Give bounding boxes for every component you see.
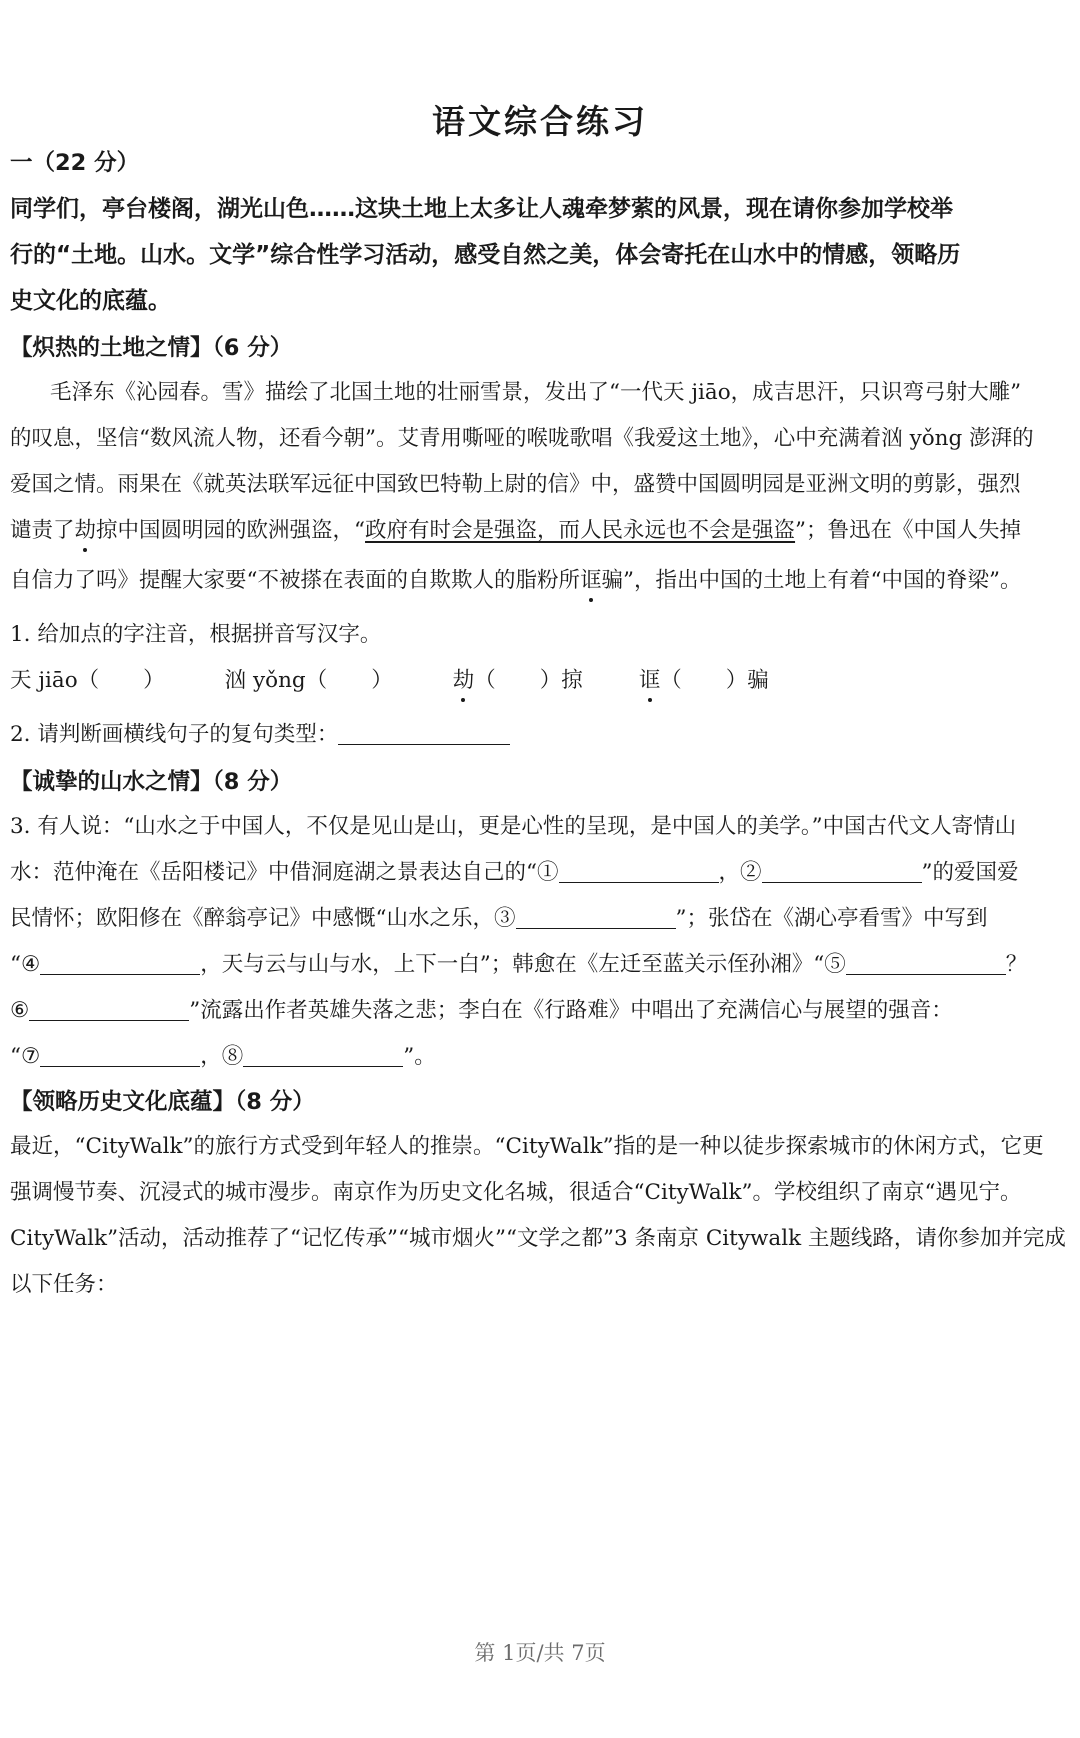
- text: ，②: [718, 860, 762, 885]
- question-3-line-2: [10, 858, 1019, 888]
- text: “④: [10, 952, 41, 977]
- part3-line-3: CityWalk”活动，活动推荐了“记忆传承”“城市烟火”“文学之都”3 条南京 Citywalk 主题线路，请你参加并完成: [10, 1226, 1066, 1251]
- item-d-close: ）骗: [725, 668, 769, 693]
- text: 骗”，指出中国的土地上有着“中国的脊梁”。: [601, 568, 1022, 593]
- text: ”的爱国爱: [921, 860, 1019, 885]
- dotted-char: 劫: [75, 516, 97, 546]
- answer-blank-2[interactable]: [762, 860, 922, 883]
- question-3-line-3: [10, 904, 988, 934]
- text: ”；鲁迅在《中国人失掉: [795, 518, 1022, 543]
- text: ，⑧: [200, 1044, 244, 1069]
- text: “⑦: [10, 1044, 41, 1069]
- answer-blank-6[interactable]: [29, 998, 189, 1021]
- text: ”流露出作者英雄失落之悲；李白在《行路难》中唱出了充满信心与展望的强音：: [189, 998, 953, 1023]
- answer-blank-1[interactable]: [559, 860, 719, 883]
- answer-blank-7[interactable]: [40, 1044, 200, 1067]
- text: ，天与云与山与水，上下一白”；韩愈在《左迁至蓝关示侄孙湘》“⑤: [200, 952, 846, 977]
- text: 掠中国圆明园的欧洲强盗，“: [96, 518, 366, 543]
- text: 民情怀；欧阳修在《醉翁亭记》中感慨“山水之乐，③: [10, 906, 516, 931]
- question-1-items: [10, 666, 769, 696]
- answer-blank-8[interactable]: [243, 1044, 403, 1067]
- intro-line-1: 同学们，亭台楼阁，湖光山色……这块土地上太多让人魂牵梦萦的风景，现在请你参加学校举: [10, 196, 953, 222]
- part1-para-line-2: 的叹息，坚信“数风流人物，还看今朝”。艾青用嘶哑的喉咙歌唱《我爱这土地》，心中充满着汹 yǒng 澎湃的: [10, 426, 1034, 451]
- part1-para-line-4: [10, 516, 1021, 546]
- part3-line-1: 最近，“CityWalk”的旅行方式受到年轻人的推崇。“CityWalk”指的是一种以徒步探索城市的休闲方式，它更: [10, 1134, 1044, 1159]
- page-footer: 第 1页/共 7页: [474, 1641, 606, 1665]
- part1-heading: 【炽热的土地之情】（6 分）: [10, 335, 293, 361]
- intro-line-3: 史文化的底蕴。: [10, 288, 171, 314]
- dotted-char: 劫: [453, 666, 475, 696]
- question-2-text: 2. 请判断画横线句子的复句类型：: [10, 722, 339, 747]
- answer-blank-3[interactable]: [516, 906, 676, 929]
- item-b: 汹 yǒng（: [224, 668, 328, 693]
- part2-heading: 【诚挚的山水之情】（8 分）: [10, 769, 293, 795]
- item-a-close: ）: [143, 668, 165, 693]
- part3-line-2: 强调慢节奏、沉浸式的城市漫步。南京作为历史文化名城，很适合“CityWalk”。学校组织了南京“遇见宁。: [10, 1180, 1022, 1205]
- dotted-char: 诓: [639, 666, 661, 696]
- text: 自信力了吗》提醒大家要“不被搽在表面的自欺欺人的脂粉所: [10, 568, 580, 593]
- text: ？: [1005, 952, 1028, 977]
- text: 谴责了: [10, 518, 75, 543]
- text: ⑥: [10, 998, 30, 1023]
- answer-blank-4[interactable]: [40, 952, 200, 975]
- page-title: 语文综合练习: [432, 102, 648, 141]
- underlined-sentence: 政府有时会是强盗，而人民永远也不会是强盗: [365, 518, 796, 543]
- part1-para-line-5: [10, 566, 1022, 596]
- intro-line-2: 行的“土地。山水。文学”综合性学习活动，感受自然之美，体会寄托在山水中的情感，领略历: [10, 242, 961, 268]
- item-a: 天 jiāo（: [10, 668, 100, 693]
- answer-blank-5[interactable]: [846, 952, 1006, 975]
- question-2: [10, 720, 510, 750]
- item-c-open: （: [474, 668, 496, 693]
- item-b-close: ）: [371, 668, 393, 693]
- part3-line-4: 以下任务：: [10, 1272, 118, 1297]
- question-3-line-1: 3. 有人说：“山水之于中国人，不仅是见山是山，更是心性的呈现，是中国人的美学。”中国古代文人寄情山: [10, 814, 1017, 839]
- part3-heading: 【领略历史文化底蕴】（8 分）: [10, 1089, 315, 1115]
- text: 水：范仲淹在《岳阳楼记》中借洞庭湖之景表达自己的“①: [10, 860, 559, 885]
- text: ”。: [403, 1044, 436, 1069]
- question-1: 1. 给加点的字注音，根据拼音写汉字。: [10, 622, 382, 647]
- section-heading: 一（22 分）: [10, 150, 140, 176]
- question-3-line-6: [10, 1042, 436, 1072]
- item-c-close: ）掠: [539, 668, 583, 693]
- item-d-open: （: [660, 668, 682, 693]
- part1-para-line-1: 毛泽东《沁园春。雪》描绘了北国土地的壮丽雪景，发出了“一代天 jiāo，成吉思汗，只识弯弓射大雕”: [50, 380, 1022, 405]
- answer-blank[interactable]: [338, 722, 510, 745]
- part1-para-line-3: 爱国之情。雨果在《就英法联军远征中国致巴特勒上尉的信》中，盛赞中国圆明园是亚洲文明的剪影，强烈: [10, 472, 1021, 497]
- question-3-line-4: [10, 950, 1027, 980]
- question-3-line-5: [10, 996, 953, 1026]
- dotted-char: 诓: [580, 566, 602, 596]
- text: ”；张岱在《湖心亭看雪》中写到: [675, 906, 988, 931]
